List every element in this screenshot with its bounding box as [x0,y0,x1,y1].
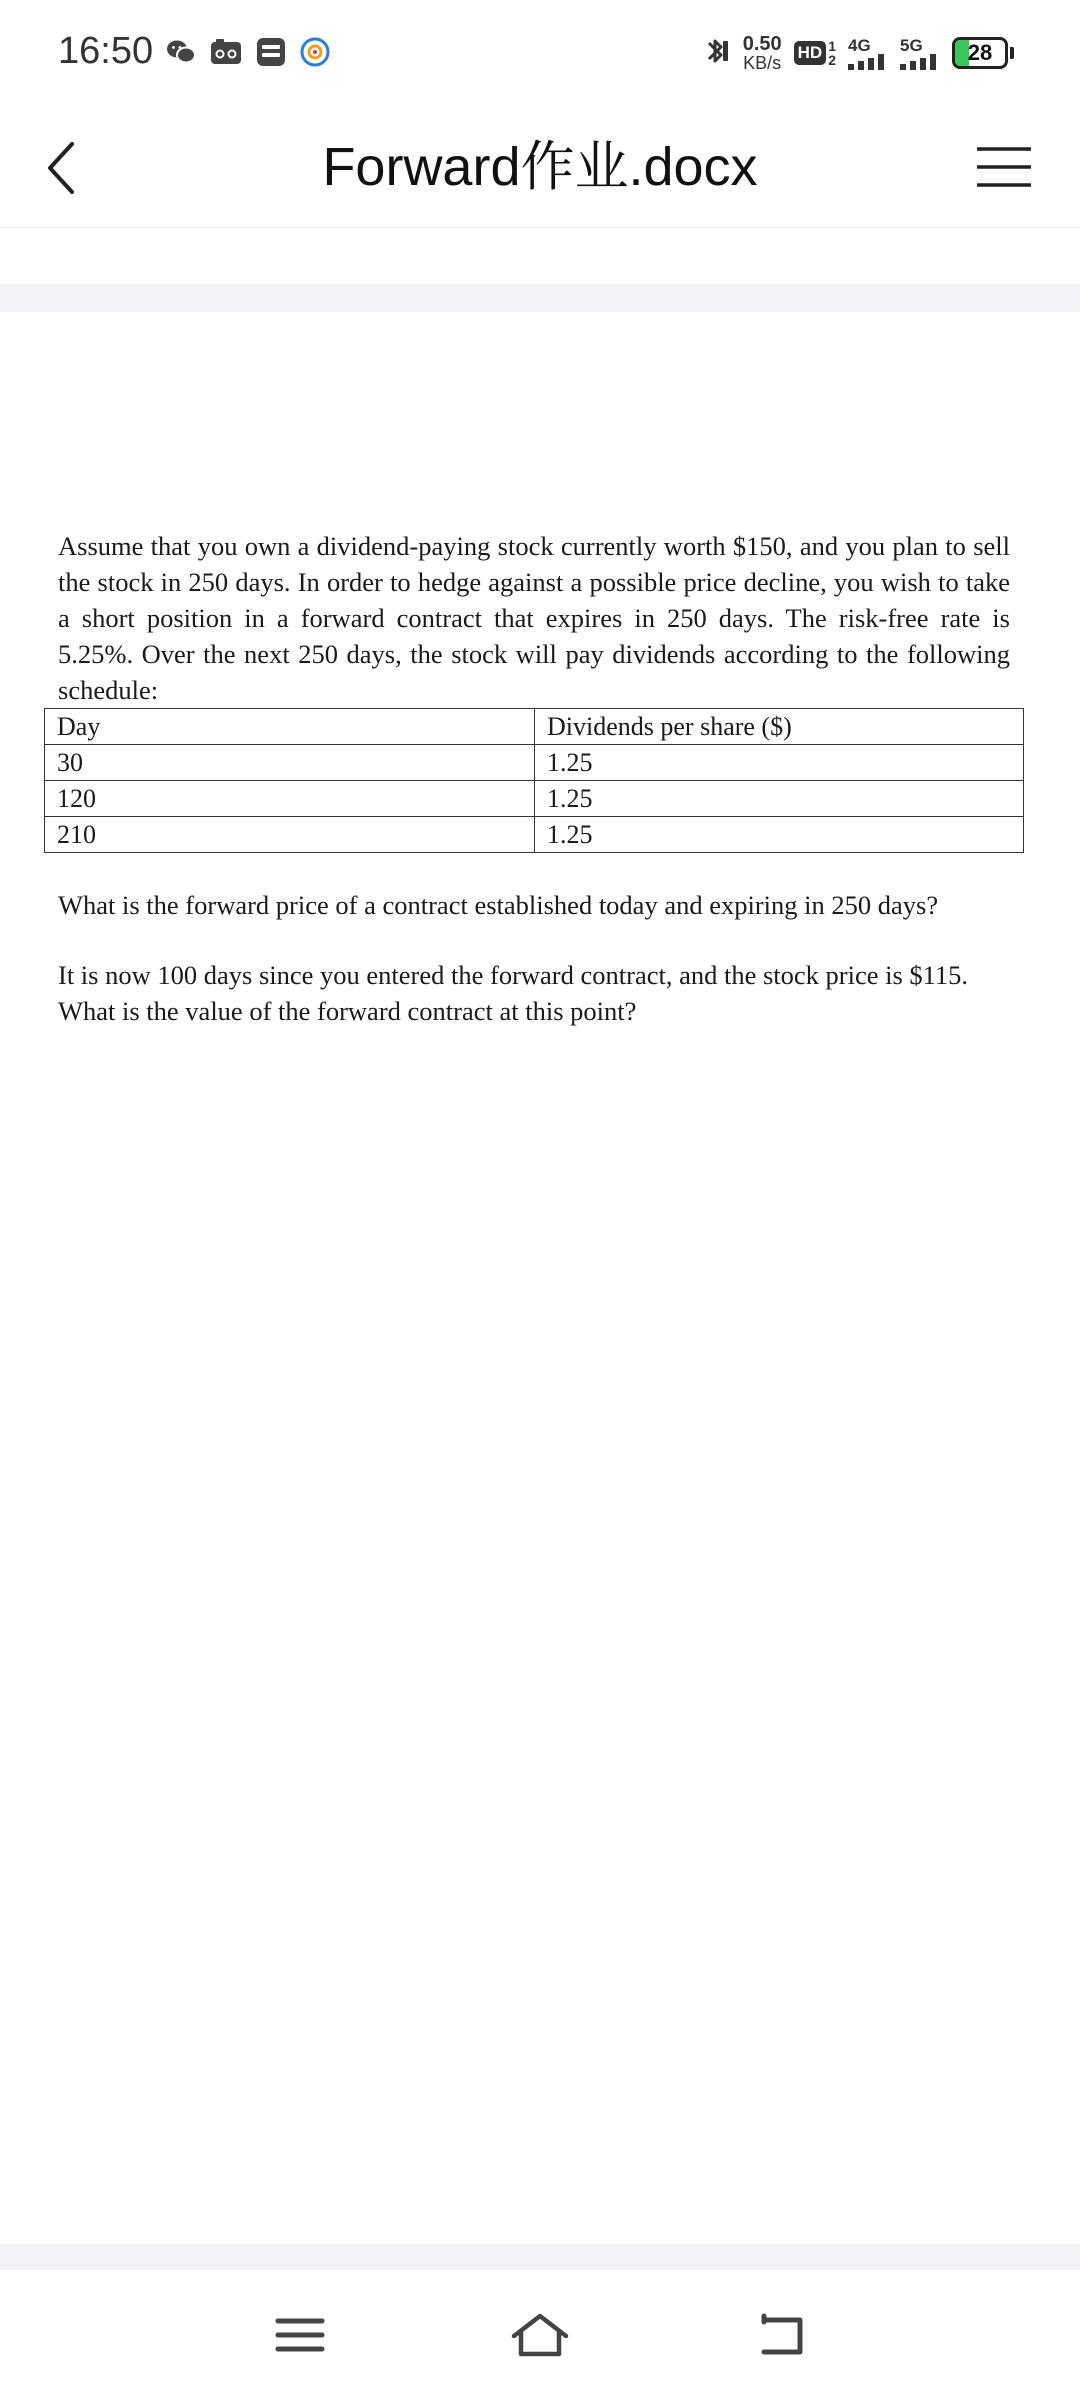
chevron-left-icon [44,140,78,196]
status-notification-icons [166,36,330,72]
wechat-icon [166,38,196,71]
home-button[interactable] [495,2290,585,2380]
battery-tip [1010,47,1014,59]
back-nav-button[interactable] [737,2290,827,2380]
recent-apps-button[interactable] [255,2290,345,2380]
table-header-day: Day [45,709,535,745]
battery-level: 28 [967,40,993,65]
return-icon [756,2312,808,2358]
table-cell-dividend: 1.25 [535,781,1024,817]
table-cell-day: 210 [45,817,535,853]
table-row [45,745,1024,781]
table-header-dividends: Dividends per share ($) [535,709,1024,745]
table-row [45,781,1024,817]
signal-bars-icon [848,54,888,70]
table-cell-dividend: 1.25 [535,745,1024,781]
hamburger-menu-icon [975,145,1033,189]
browser-app-icon [300,37,330,72]
document-page[interactable] [0,312,1080,2244]
hd-label: HD [794,41,827,65]
back-button[interactable] [36,128,86,208]
table-cell-day: 30 [45,745,535,781]
app-header [0,110,1080,228]
table-row [45,817,1024,853]
signal-4g-label: 4G [848,35,871,55]
signal-5g-label: 5G [900,35,923,55]
status-time: 16:50 [58,30,154,72]
battery-indicator [952,37,1014,69]
signal-5g [900,37,940,70]
question-2: It is now 100 days since you entered the forward contract, and the stock price is $115. What is the value of the forward contract at this point? [58,960,969,1026]
bluetooth-icon [701,33,731,74]
hd-sim-bottom: 2 [828,52,836,68]
menu-button[interactable] [972,132,1036,202]
signal-4g [848,37,888,70]
home-icon [509,2310,571,2360]
status-system-icons [701,30,1014,76]
page-separator-top [0,284,1080,312]
hd-sim-top: 1 [828,38,836,54]
problem-statement: Assume that you own a dividend-paying stock currently worth $150, and you plan to sell the stock in 250 days. In order to hedge against a possible price decline, you wish to take a short position in a forward contract that expires in 250 days. The risk-free rate is 5.25%. Over the next 250 days, the stock will pay dividends according to the following schedule: [58,531,1010,705]
signal-bars-icon [900,54,940,70]
menu-lines-icon [275,2315,325,2355]
network-speed [743,34,782,72]
battery-icon [952,37,1008,69]
system-navigation-bar [0,2270,1080,2400]
document-content [58,528,1010,1029]
voicemail-icon [210,38,242,71]
table-cell-dividend: 1.25 [535,817,1024,853]
status-bar [0,0,1080,110]
page-separator-bottom [0,2244,1080,2270]
question-1: What is the forward price of a contract established today and expiring in 250 days? [58,890,939,920]
network-speed-unit: KB/s [743,53,782,73]
table-cell-day: 120 [45,781,535,817]
table-header-row [45,709,1024,745]
network-speed-value: 0.50 [742,33,782,55]
dividend-schedule-table [44,708,1024,853]
document-title: Forward作业.docx [322,137,758,197]
hd-voice-badge [794,39,836,67]
storage-icon [256,37,286,72]
